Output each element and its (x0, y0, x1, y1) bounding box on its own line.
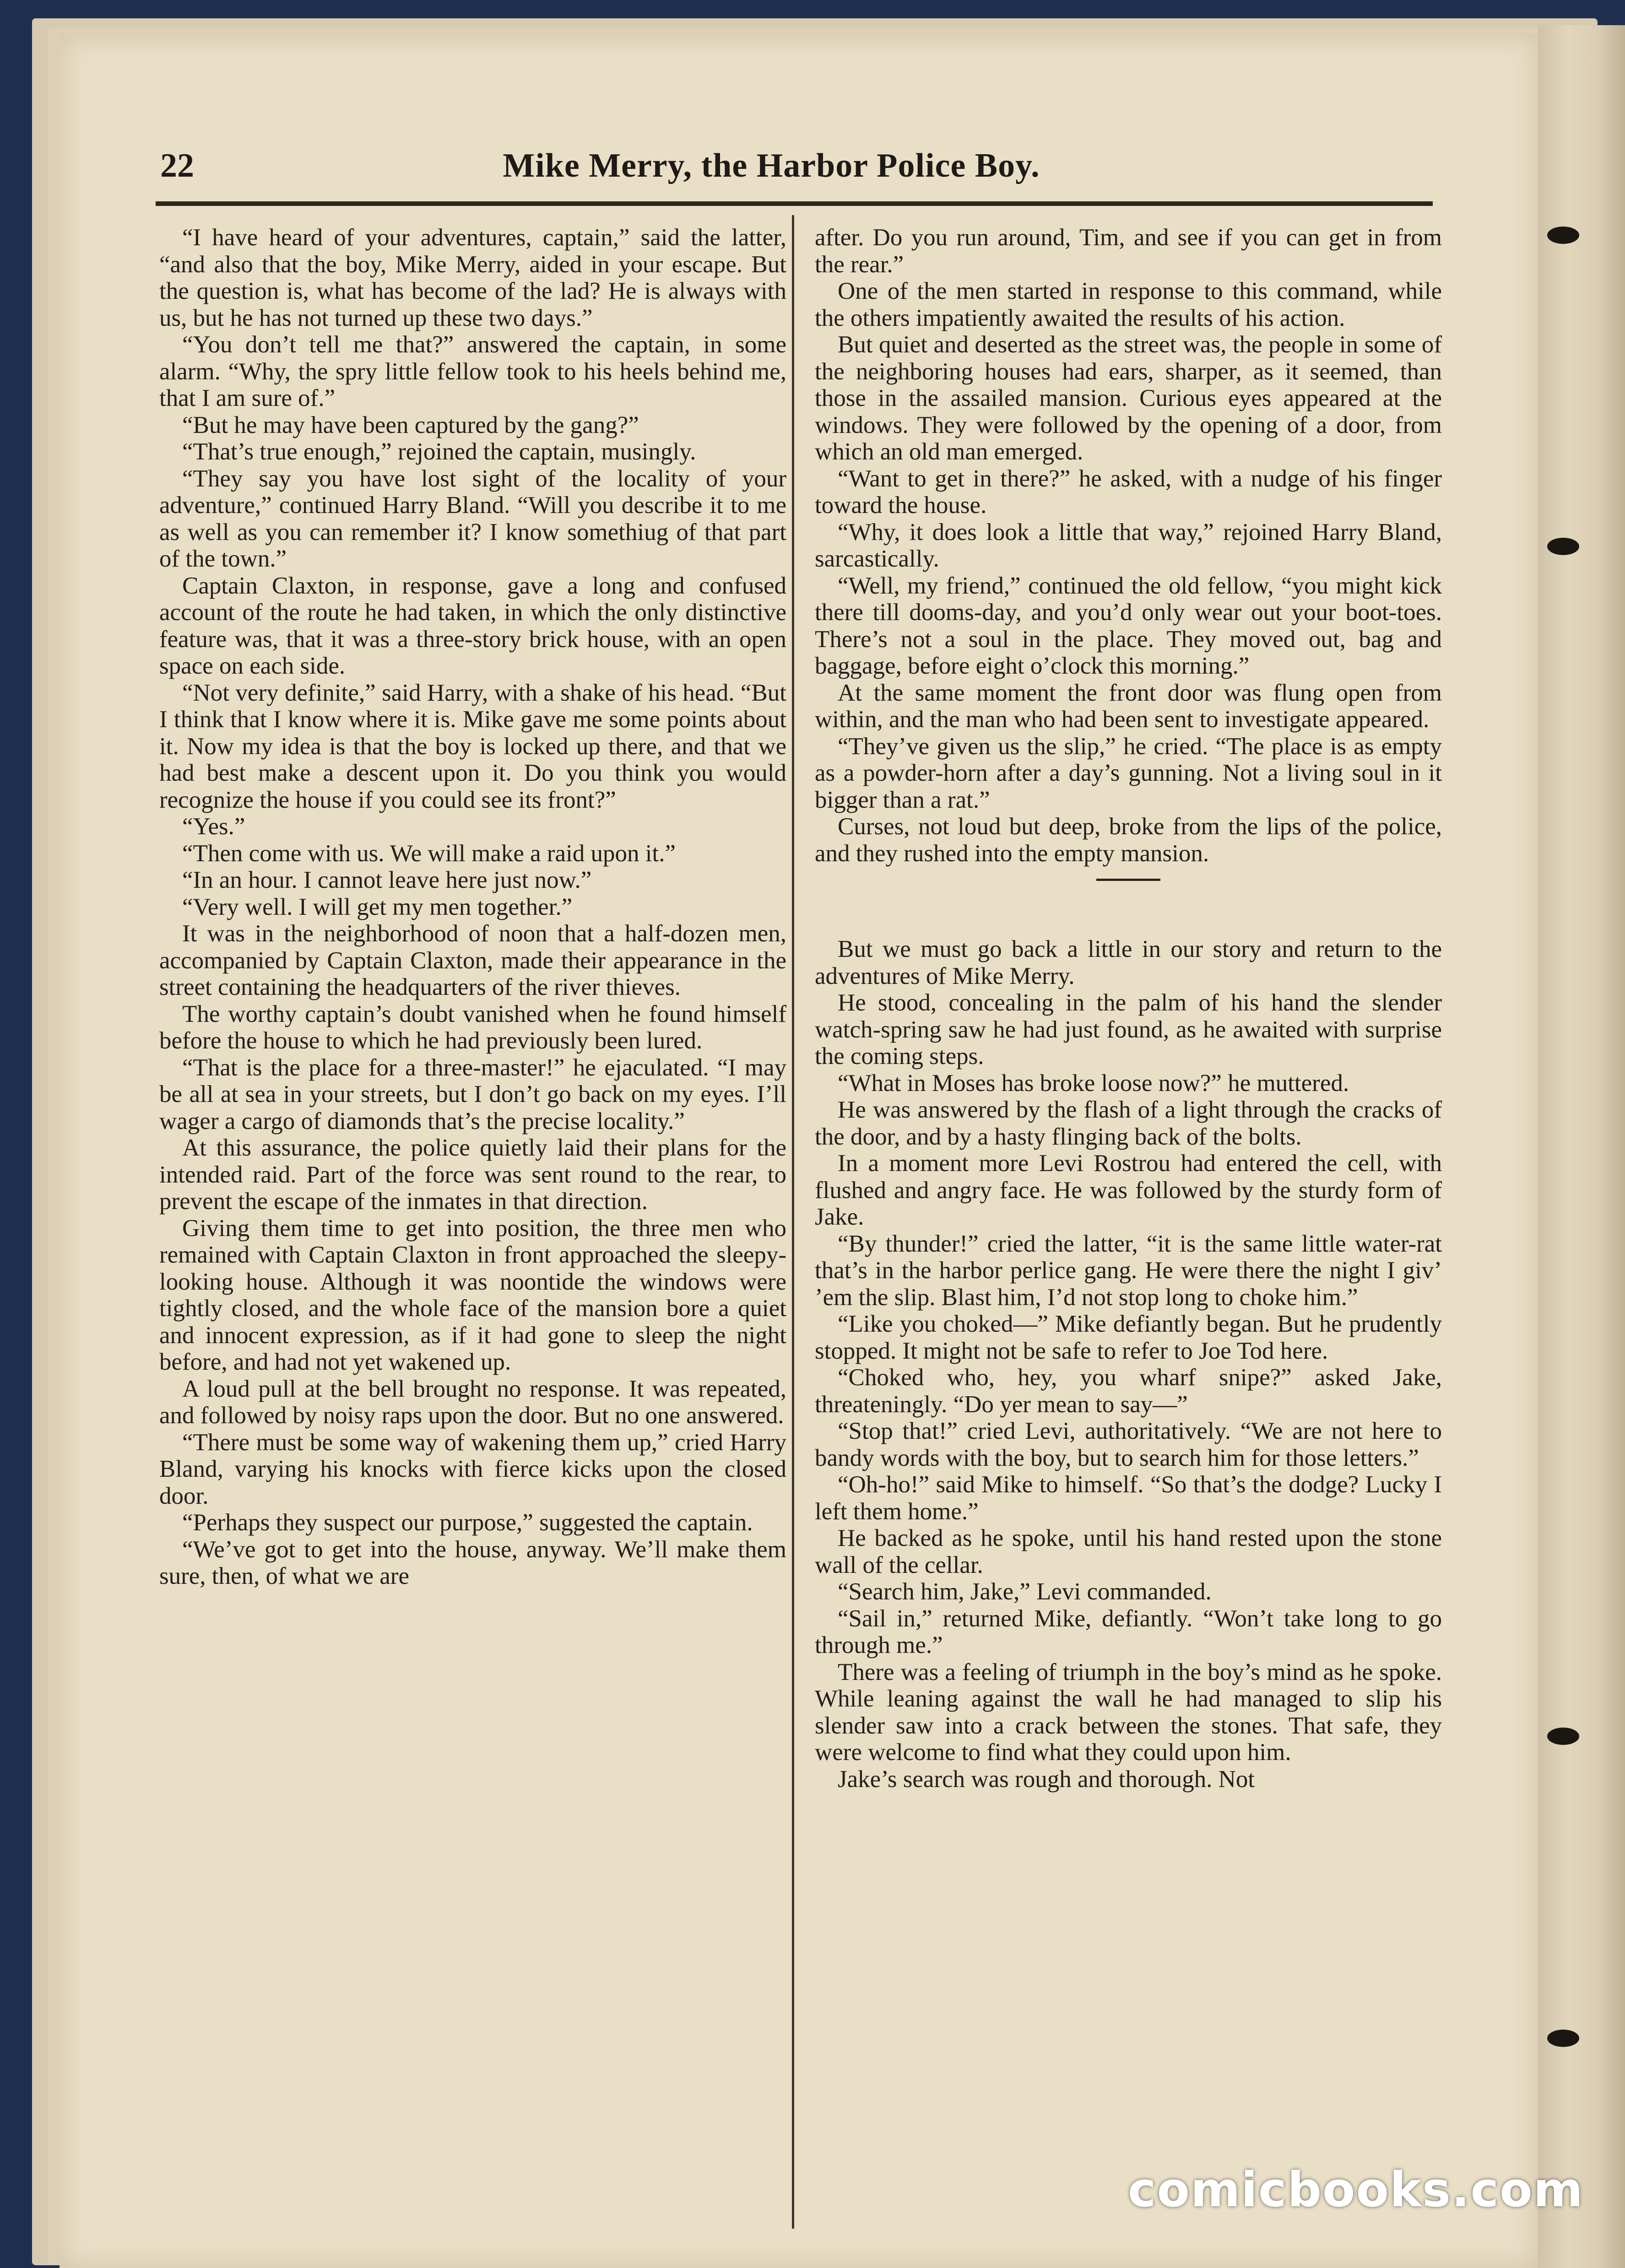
paragraph: “I have heard of your adventures, captain,” said the latter, “and also that the boy, Mike Merry, aided in your escape. But the question is, what has become of the lad? He is always with us, but he has not turned up these two days.” (159, 224, 786, 331)
binding-gutter (1538, 25, 1625, 2268)
paragraph: “Like you choked—” Mike defiantly began. But he prudently stopped. It might not be safe to refer to Joe Tod here. (815, 1311, 1442, 1364)
paragraph: “That is the place for a three-master!” he ejaculated. “I may be all at sea in your streets, but I don’t go back on my eyes. I’ll wager a cargo of diamonds that’s the precise locality.” (159, 1054, 786, 1134)
paragraph: “Yes.” (182, 813, 245, 840)
paragraph: Captain Claxton, in response, gave a long and confused account of the route he had taken, in which the only distinctive feature was, that it was a three-story brick house, with an open space on each side. (159, 572, 786, 679)
paragraph: “Stop that!” cried Levi, authoritatively. “We are not here to bandy words with the boy, but to search him for those letters.” (815, 1418, 1442, 1471)
paragraph: Curses, not loud but deep, broke from the lips of the police, and they rushed into the empty mansion. (815, 813, 1442, 867)
paragraph: “That’s true enough,” rejoined the captain, musingly. (182, 438, 696, 465)
paragraph: “Perhaps they suspect our purpose,” suggested the captain. (182, 1509, 753, 1536)
paragraph: “Oh-ho!” said Mike to himself. “So that’s the dodge? Lucky I left them home.” (815, 1471, 1442, 1525)
column-divider (792, 215, 794, 2229)
paragraph: But quiet and deserted as the street was, the people in some of the neighboring houses had ears, sharper, as it seemed, than those in the assailed mansion. Curious eyes appeared at the windows. They were followed by the opening of a door, from which an old man emerged. (815, 331, 1442, 465)
paragraph: The worthy captain’s doubt vanished when he found himself before the house to which he had previously been lured. (159, 1000, 786, 1054)
paragraph: “But he may have been captured by the gang?” (182, 411, 639, 438)
right-text-column (815, 224, 1442, 1793)
paragraph: after. Do you run around, Tim, and see if you can get in from the rear.” (815, 224, 1442, 278)
paragraph: In a moment more Levi Rostrou had entered the cell, with flushed and angry face. He was followed by the sturdy form of Jake. (815, 1150, 1442, 1230)
paragraph: “Very well. I will get my men together.” (182, 893, 573, 920)
paragraph: There was a feeling of triumph in the boy’s mind as he spoke. While leaning against the wall he had managed to slip his slender saw into a crack between the stones. That safe, they were welcome to find what they could upon him. (815, 1658, 1442, 1766)
staple-hole (1547, 2030, 1579, 2047)
staple-hole (1547, 227, 1579, 244)
right-column-lower (815, 936, 1442, 1793)
right-column-upper (815, 224, 1442, 867)
paragraph: “Then come with us. We will make a raid upon it.” (182, 840, 676, 867)
paragraph: Jake’s search was rough and thorough. Not (838, 1766, 1255, 1793)
paragraph: But we must go back a little in our story and return to the adventures of Mike Merry. (815, 936, 1442, 989)
paragraph: At this assurance, the police quietly laid their plans for the intended raid. Part of the force was sent round to the rear, to prevent the escape of the inmates in that direction. (159, 1134, 786, 1215)
paragraph: “Well, my friend,” continued the old fellow, “you might kick there till dooms-day, and you’d only wear out your boot-toes. There’s not a soul in the place. They moved out, bag and baggage, before eight o’clock this morning.” (815, 572, 1442, 679)
paragraph: He backed as he spoke, until his hand rested upon the stone wall of the cellar. (815, 1525, 1442, 1578)
paragraph: “Why, it does look a little that way,” rejoined Harry Bland, sarcastically. (815, 518, 1442, 572)
left-text-column (159, 224, 786, 1590)
paragraph: “They’ve given us the slip,” he cried. “The place is as empty as a powder-horn after a day’s gunning. Not a living soul in it bigger than a rat.” (815, 733, 1442, 813)
paragraph: “Not very definite,” said Harry, with a shake of his head. “But I think that I know where it is. Mike gave me some points about it. Now my idea is that the boy is locked up there, and that we had best make a descent upon it. Do you think you would recognize the house if you could see its front?” (159, 679, 786, 813)
paragraph: It was in the neighborhood of noon that a half-dozen men, accompanied by Captain Claxton, made their appearance in the street containing the headquarters of the river thieves. (159, 920, 786, 1000)
paragraph: “Search him, Jake,” Levi commanded. (838, 1578, 1212, 1605)
paragraph: “In an hour. I cannot leave here just now.” (182, 867, 592, 893)
page-number: 22 (160, 147, 194, 184)
paragraph: He stood, concealing in the palm of his hand the slender watch-spring saw he had just found, as he awaited with surprise the coming steps. (815, 989, 1442, 1069)
paragraph: “Want to get in there?” he asked, with a nudge of his finger toward the house. (815, 465, 1442, 518)
scene-break-rule (1096, 879, 1160, 881)
paragraph: “There must be some way of wakening them up,” cried Harry Bland, varying his knocks with fierce kicks upon the closed door. (159, 1429, 786, 1509)
paragraph: At the same moment the front door was flung open from within, and the man who had been sent to investigate appeared. (815, 679, 1442, 733)
site-watermark: comicbooks.com (1127, 2162, 1584, 2218)
staple-hole (1547, 538, 1579, 555)
paragraph: “By thunder!” cried the latter, “it is the same little water-rat that’s in the harbor perlice gang. He were there the night I giv’ ’em the slip. Blast him, I’d not stop long to choke him.” (815, 1230, 1442, 1311)
paragraph: A loud pull at the bell brought no response. It was repeated, and followed by noisy raps upon the door. But no one answered. (159, 1375, 786, 1429)
paragraph: “What in Moses has broke loose now?” he muttered. (838, 1069, 1349, 1096)
paragraph: “They say you have lost sight of the locality of your adventure,” continued Harry Bland. “Will you describe it to me as well as you can remember it? I know somethiug of that part of the town.” (159, 465, 786, 572)
running-title: Mike Merry, the Harbor Police Boy. (503, 147, 1040, 184)
paragraph: “Sail in,” returned Mike, defiantly. “Won’t take long to go through me.” (815, 1605, 1442, 1658)
paragraph: “You don’t tell me that?” answered the captain, in some alarm. “Why, the spry little fellow took to his heels behind me, that I am sure of.” (159, 331, 786, 411)
staple-hole (1547, 1728, 1579, 1745)
paragraph: One of the men started in response to this command, while the others impatiently awaited the results of his action. (815, 278, 1442, 331)
paragraph: He was answered by the flash of a light through the cracks of the door, and by a hasty flinging back of the bolts. (815, 1096, 1442, 1150)
paragraph: “We’ve got to get into the house, anyway. We’ll make them sure, then, of what we are (159, 1536, 786, 1589)
page-header (96, 142, 1446, 197)
paragraph: Giving them time to get into position, the three men who remained with Captain Claxton in front approached the sleepy-looking house. Although it was noontide the windows were tightly closed, and the whole face of the mansion bore a quiet and innocent expression, as if it had gone to sleep the night before, and had not yet wakened up. (159, 1215, 786, 1375)
header-rule (156, 201, 1433, 206)
paragraph: “Choked who, hey, you wharf snipe?” asked Jake, threateningly. “Do yer mean to say—” (815, 1364, 1442, 1418)
